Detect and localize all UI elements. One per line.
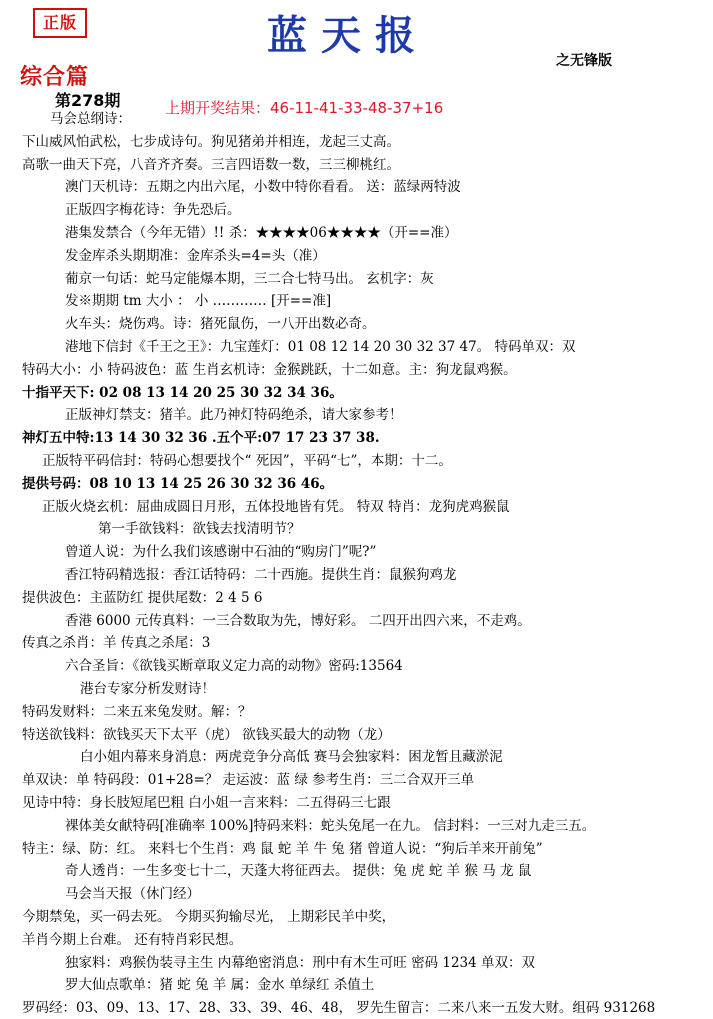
text-line: 马会当天报（休门经） — [65, 886, 200, 903]
text-line: 特码大小：小 特码波色：蓝 生肖玄机诗：金猴跳跃，十二如意。主：狗龙鼠鸡猴。 — [22, 361, 517, 378]
text-line: 白小姐内幕来身消息：两虎竞争分高低 赛马会独家料：困龙暂且藏淤泥 — [80, 749, 503, 766]
text-line: 港地下信封《千王之王》：九宝莲灯：01 08 12 14 20 30 32 37 47。 特码单双：双 — [65, 339, 576, 355]
text-line: 特主：绿、防：红。 来料七个生肖：鸡 鼠 蛇 羊 牛 兔 猪 曾道人说：“狗后羊来开前兔” — [22, 840, 543, 857]
text-line: 见诗中特：身长肢短尾巴粗 白小姐一言来料：二五得码三七跟 — [22, 795, 391, 811]
text-line: 神灯五中特:13 14 30 32 36 .五个平:07 17 23 37 38. — [22, 430, 380, 447]
text-line: 今期禁兔，买一码去死。 今期买狗输尽光， 上期彩民羊中奖， — [22, 909, 396, 925]
text-line: 特送欲钱料：欲钱买天下太平（虎） 欲钱买最大的动物（龙） — [22, 726, 391, 743]
text-line: 香港 6000 元传真料：一三合数取为先，博好彩。 二四开出四六来，不走鸡。 — [65, 612, 531, 629]
text-line: 第一手欲钱料：欲钱去找清明节？ — [98, 521, 301, 538]
header — [0, 0, 713, 115]
issue-number: 第278期 — [55, 91, 121, 110]
text-line: 罗码经：03、09、13、17、28、33、39、46、48， 罗先生留言：二来八来一五发大财。组码 931268 — [22, 1000, 656, 1017]
text-line: 发金库杀头期期准：金库杀头=4=头（准） — [65, 247, 326, 264]
text-line: 高歌一曲天下亮，八音齐齐奏。三言四语数一数，三三柳桃红。 — [22, 156, 400, 173]
text-line: 港集发禁合（今年无错）!! 杀：★★★★06★★★★（开==准） — [65, 225, 458, 241]
text-line: 奇人透肖：一生多变七十二，天蓬大将征西去。 提供：兔 虎 蛇 羊 猴 马 龙 鼠 — [65, 863, 532, 880]
text-line: 特码发财料：二来五来兔发财。解：？ — [22, 703, 252, 720]
text-line: 罗大仙点歌单：猪 蛇 兔 羊 属：金水 单绿红 杀值土 — [65, 977, 375, 994]
text-line: 发※期期 tm 大小 ： 小 ………… [开==准] — [65, 293, 332, 310]
text-line: 正版四字梅花诗：争先恐后。 — [65, 202, 241, 219]
text-line: 十指平天下: 02 08 13 14 20 25 30 32 34 36。 — [22, 384, 343, 401]
text-line: 正版特平码信封：特码心想要找个“ 死因”，平码“七”，本期：十二。 — [42, 453, 452, 469]
text-line: 香江特码精选报：香江话特码：二十西施。提供生肖：鼠猴狗鸡龙 — [65, 567, 457, 583]
masthead-title: 蓝天报 — [267, 12, 429, 59]
last-draw-result: 上期开奖结果：46-11-41-33-48-37+16 — [165, 99, 444, 117]
text-line: 六合圣旨：《欲钱买断章取义定力高的动物》密码:13564 — [65, 658, 403, 675]
text-line: 港台专家分析发财诗！ — [80, 681, 215, 697]
text-line: 正版火烧玄机：屈曲成圆日月形，五体投地皆有凭。 特双 特肖：龙狗虎鸡猴鼠 — [42, 498, 510, 515]
text-line: 澳门天机诗：五期之内出六尾，小数中特你看看。 送：蓝绿两特波 — [65, 179, 461, 196]
text-line: 曾道人说：为什么我们该感谢中石油的“购房门”呢?” — [65, 544, 377, 561]
text-line: 提供号码：08 10 13 14 25 26 30 32 36 46。 — [22, 475, 334, 492]
text-line: 传真之杀肖：羊 传真之杀尾：3 — [22, 635, 211, 652]
text-line: 羊肖今期上台难。 还有特肖彩民想。 — [22, 931, 243, 948]
text-line: 单双诀：单 特码段：01+28=？ 走运波：蓝 绿 参考生肖：三二合双开三单 — [22, 772, 475, 789]
text-line: 马会总纲诗： — [50, 111, 131, 127]
section-title: 综合篇 — [20, 65, 90, 90]
genuine-badge: 正版 — [33, 8, 87, 38]
text-line: 下山威风怕武松，七步成诗句。狗见猪弟并相连，龙起三丈高。 — [22, 133, 400, 150]
text-line: 火车头：烧伤鸡。诗：猪死鼠伤，一八开出数必奇。 — [65, 316, 376, 333]
edition-label: 之无锋版 — [556, 53, 612, 69]
text-line: 正版神灯禁支：猪羊。此乃神灯特码绝杀，请大家参考！ — [65, 407, 403, 424]
text-line: 提供波色：主蓝防红 提供尾数：2 4 5 6 — [22, 589, 263, 606]
text-line: 独家料：鸡猴伪装寻主生 内幕绝密消息：刑中有木生可旺 密码 1234 单双：双 — [65, 954, 536, 971]
text-line: 裸体美女献特码[准确率 100%]特码来料：蛇头兔尾一在九。 信封料：一三对九走三五。 — [65, 817, 596, 834]
text-line: 葡京一句话：蛇马定能爆本期，三二合七特马出。 玄机字：灰 — [65, 270, 434, 287]
